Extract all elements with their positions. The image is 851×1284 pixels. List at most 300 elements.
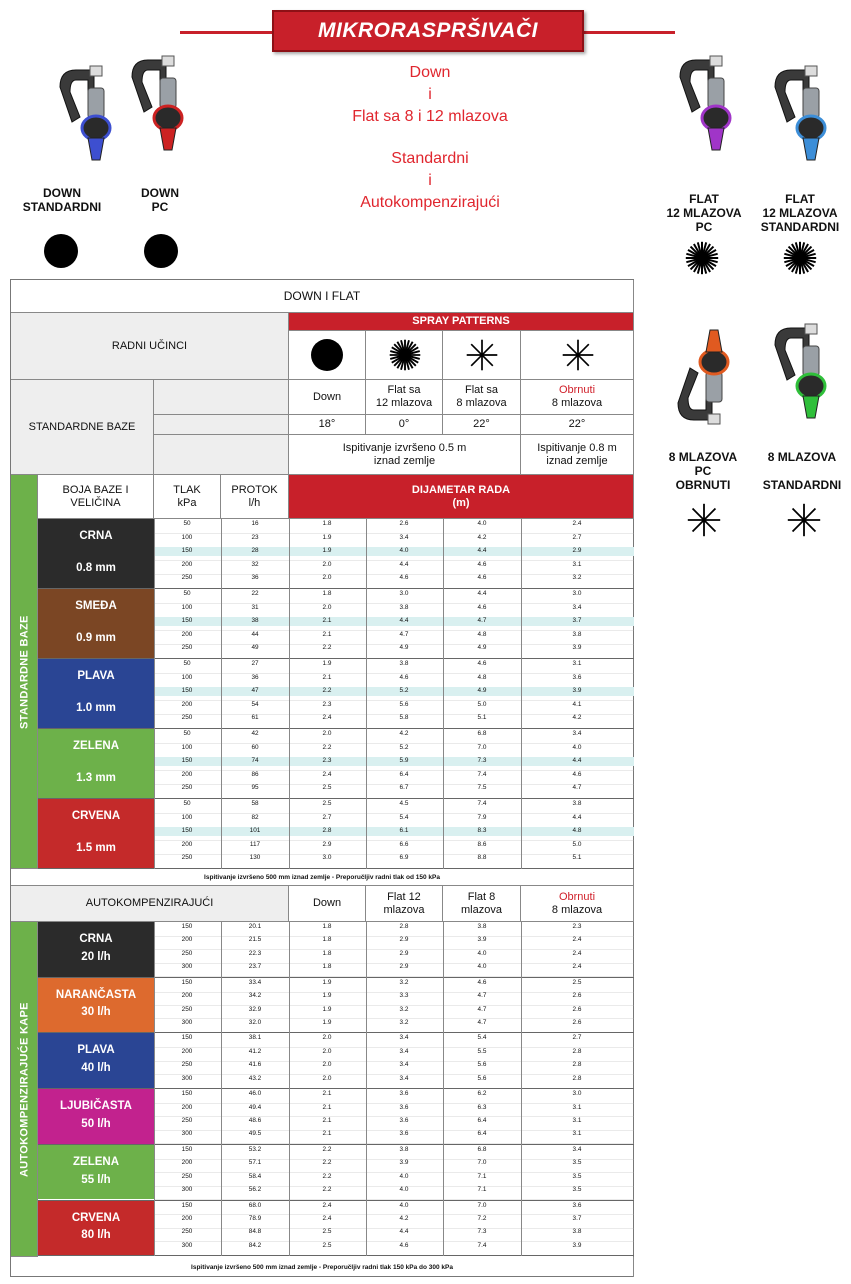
table-value: 46.0 xyxy=(248,1090,262,1098)
table-value: 3.0 xyxy=(572,590,582,597)
col-header: TLAK kPa xyxy=(154,475,221,519)
table-value: 3.4 xyxy=(399,1034,409,1042)
table-value: 2.0 xyxy=(322,730,332,737)
table-value: 50 xyxy=(183,590,191,597)
pattern-angle: 22° xyxy=(521,415,634,435)
table-value: 200 xyxy=(181,1103,193,1111)
table-value: 7.9 xyxy=(477,813,487,821)
table-value: 4.6 xyxy=(399,1241,409,1249)
table-value: 2.1 xyxy=(322,1090,332,1098)
table-value: 4.6 xyxy=(477,560,487,568)
color-size: 0.8 mm xyxy=(76,562,116,574)
table-value: 2.0 xyxy=(322,1061,332,1069)
table-value: 4.9 xyxy=(477,687,487,695)
table-value: 100 xyxy=(181,533,193,541)
table-value: 250 xyxy=(181,1228,193,1236)
table-value: 300 xyxy=(181,963,193,971)
table-value: 2.8 xyxy=(322,827,332,835)
table-value: 2.2 xyxy=(322,743,332,751)
table-value: 2.0 xyxy=(322,1074,332,1082)
table-value: 4.2 xyxy=(477,533,487,541)
col-header: PROTOK l/h xyxy=(221,475,289,519)
product-label: 8 MLAZOVA STANDARDNI xyxy=(762,450,842,492)
table-value: 2.6 xyxy=(399,520,409,527)
table-value: 3.8 xyxy=(572,630,582,638)
table-value: 5.1 xyxy=(572,854,582,862)
table-value: 47 xyxy=(251,687,259,695)
table-value: 300 xyxy=(181,1186,193,1194)
sprinkler-image-2 xyxy=(122,52,192,172)
spray-pattern-dot-icon xyxy=(311,339,343,371)
performance-table xyxy=(10,279,634,1277)
table-value: 56.2 xyxy=(248,1186,262,1194)
table-value: 50 xyxy=(183,730,191,737)
table-value: 1.8 xyxy=(322,963,332,971)
table-value: 54 xyxy=(251,700,259,708)
blank-cell xyxy=(154,380,289,415)
table-value: 82 xyxy=(251,813,259,821)
table-value: 32 xyxy=(251,560,259,568)
table-value: 3.4 xyxy=(399,1074,409,1082)
table-value: 4.9 xyxy=(477,644,487,652)
table-value: 2.4 xyxy=(572,936,582,944)
table-value: 3.9 xyxy=(572,1241,582,1249)
table-value: 2.7 xyxy=(322,813,332,821)
table-value: 7.1 xyxy=(477,1186,487,1194)
table-value: 38.1 xyxy=(248,1034,262,1042)
pc-col-header-sub: 8 mlazova xyxy=(551,903,603,916)
table-value: 2.3 xyxy=(322,700,332,708)
table-value: 100 xyxy=(181,603,193,611)
table-value: 49 xyxy=(251,644,259,652)
table-value: 3.7 xyxy=(572,1214,582,1222)
product-label: DOWN STANDARDNI xyxy=(22,186,102,214)
table-value: 3.1 xyxy=(572,1103,582,1111)
spray-pattern-dot-icon xyxy=(144,234,178,268)
table-value: 2.8 xyxy=(399,923,409,930)
table-value: 3.1 xyxy=(572,560,582,568)
table-value: 2.4 xyxy=(322,1214,332,1222)
table-value: 74 xyxy=(251,757,259,765)
table-value: 250 xyxy=(181,1116,193,1124)
table-value: 21.5 xyxy=(248,936,262,944)
blank-cell xyxy=(154,435,289,475)
table-value: 1.8 xyxy=(322,936,332,944)
table-value: 150 xyxy=(181,547,193,555)
table-value: 6.8 xyxy=(477,1145,487,1153)
table-value: 250 xyxy=(181,714,193,722)
color-name: CRVENA xyxy=(71,1211,121,1224)
table-value: 6.2 xyxy=(477,1090,487,1098)
spray-pattern-star12-icon xyxy=(388,338,422,372)
table-value: 5.2 xyxy=(399,743,409,751)
table-value: 3.6 xyxy=(399,1116,409,1124)
table-value: 2.3 xyxy=(572,923,582,930)
table-value: 2.2 xyxy=(322,1159,332,1167)
pattern-cell xyxy=(366,331,443,380)
pc-col-header: Flat 8 mlazova xyxy=(443,886,521,922)
table-value: 8.8 xyxy=(477,854,487,862)
table-value: 3.9 xyxy=(572,687,582,695)
table-value: 4.7 xyxy=(477,1005,487,1013)
table-value: 6.3 xyxy=(477,1103,487,1111)
table-value: 5.9 xyxy=(399,757,409,765)
table-value: 4.4 xyxy=(477,590,487,597)
table-value: 200 xyxy=(181,630,193,638)
table-value: 4.0 xyxy=(572,743,582,751)
color-name: CRNA xyxy=(79,933,113,945)
table-value: 150 xyxy=(181,1145,193,1153)
pattern-angle: 18° xyxy=(289,415,366,435)
table-value: 7.4 xyxy=(477,800,487,807)
spray-pattern-star8-icon xyxy=(686,502,722,538)
table-value: 1.9 xyxy=(322,547,332,555)
table-value: 250 xyxy=(181,1005,193,1013)
table-value: 27 xyxy=(251,660,259,667)
table-value: 8.3 xyxy=(477,827,487,835)
table-value: 300 xyxy=(181,1018,193,1026)
table-value: 3.9 xyxy=(572,644,582,652)
table-value: 4.7 xyxy=(399,630,409,638)
table-value: 42 xyxy=(251,730,259,737)
table-value: 4.6 xyxy=(399,673,409,681)
table-value: 3.6 xyxy=(399,1090,409,1098)
pc-header: AUTOKOMPENZIRAJUĆI xyxy=(11,886,289,922)
pc-col-header: Down xyxy=(289,886,366,922)
table-value: 6.6 xyxy=(399,840,409,848)
table-value: 6.8 xyxy=(477,730,487,737)
pc-col-header: Flat 12 mlazova xyxy=(366,886,443,922)
table-value: 4.0 xyxy=(477,963,487,971)
table-value: 2.7 xyxy=(572,1034,582,1042)
table-value: 3.2 xyxy=(399,978,409,986)
table-value: 7.2 xyxy=(477,1214,487,1222)
product-label: DOWN PC xyxy=(141,186,179,214)
table-value: 4.8 xyxy=(477,630,487,638)
table-value: 2.5 xyxy=(322,800,332,807)
table-value: 6.7 xyxy=(399,784,409,792)
table-value: 3.3 xyxy=(399,992,409,1000)
color-name: SMEĐA xyxy=(75,600,117,612)
color-size: 30 l/h xyxy=(81,1006,111,1019)
table-value: 200 xyxy=(181,560,193,568)
table-value: 2.1 xyxy=(322,617,332,625)
table-value: 150 xyxy=(181,1201,193,1209)
table-value: 4.0 xyxy=(477,949,487,957)
table-value: 3.5 xyxy=(572,1172,582,1180)
table-value: 2.9 xyxy=(399,963,409,971)
table-value: 200 xyxy=(181,936,193,944)
table-value: 33.4 xyxy=(248,978,262,986)
product-note-types: Down i Flat sa 8 i 12 mlazova xyxy=(352,64,508,125)
table-value: 2.2 xyxy=(322,1172,332,1180)
page-title: MIKRORASPRŠIVAČI xyxy=(272,10,584,52)
pattern-name: Down xyxy=(289,380,366,415)
table-value: 3.4 xyxy=(399,1061,409,1069)
side-label-pc: AUTOKOMPENZIRAJUĆE KAPE xyxy=(18,1002,31,1177)
table-value: 4.2 xyxy=(399,730,409,737)
product-note-variants: Standardni i Autokompenzirajući xyxy=(360,150,500,211)
table-value: 4.6 xyxy=(477,574,487,582)
spray-pattern-star12-icon xyxy=(782,240,818,276)
col-divider xyxy=(521,922,522,1256)
color-name: CRVENA xyxy=(71,810,121,822)
table-value: 3.6 xyxy=(399,1130,409,1138)
sprinkler-image-5 xyxy=(668,308,738,428)
table-value: 38 xyxy=(251,617,259,625)
table-value: 41.2 xyxy=(248,1047,262,1055)
table-value: 100 xyxy=(181,813,193,821)
color-name: NARANČASTA xyxy=(55,988,137,1001)
color-name: LJUBIČASTA xyxy=(60,1100,132,1113)
table-value: 250 xyxy=(181,784,193,792)
table-value: 3.4 xyxy=(399,1047,409,1055)
table-value: 5.1 xyxy=(477,714,487,722)
table-value: 3.8 xyxy=(477,923,487,930)
table-value: 150 xyxy=(181,687,193,695)
table-value: 3.2 xyxy=(572,574,582,582)
table-value: 78.9 xyxy=(248,1214,262,1222)
table-value: 2.1 xyxy=(322,1103,332,1111)
col-header: BOJA BAZE I VELIČINA xyxy=(38,475,154,519)
pattern-name-red: Obrnuti xyxy=(558,384,596,396)
table-value: 2.2 xyxy=(322,644,332,652)
table-value: 36 xyxy=(251,673,259,681)
color-size: 1.0 mm xyxy=(76,702,116,714)
table-value: 4.0 xyxy=(399,1186,409,1194)
table-value: 2.9 xyxy=(399,949,409,957)
col-divider xyxy=(366,922,367,1256)
table-value: 1.9 xyxy=(322,1018,332,1026)
table-value: 4.7 xyxy=(572,784,582,792)
table-value: 2.0 xyxy=(322,1047,332,1055)
table-value: 7.4 xyxy=(477,770,487,778)
table-value: 5.6 xyxy=(477,1061,487,1069)
radni-ucinci-header: RADNI UČINCI xyxy=(11,313,289,380)
sprinkler-image-1 xyxy=(50,62,120,182)
footnote-standard: Ispitivanje izvršeno 500 mm iznad zemlje - Preporučljiv radni tlak od 150 kPa xyxy=(11,869,634,886)
table-value: 250 xyxy=(181,854,193,862)
spray-pattern-star8-icon xyxy=(786,502,822,538)
standardne-baze-header: STANDARDNE BAZE xyxy=(11,380,154,475)
table-value: 200 xyxy=(181,770,193,778)
table-value: 300 xyxy=(181,1241,193,1249)
table-value: 2.1 xyxy=(322,1130,332,1138)
table-value: 3.4 xyxy=(572,603,582,611)
side-label-standard: STANDARDNE BAZE xyxy=(18,615,31,729)
table-value: 23 xyxy=(251,533,259,541)
table-value: 32.0 xyxy=(248,1018,262,1026)
table-value: 68.0 xyxy=(248,1201,262,1209)
col-divider xyxy=(221,519,222,869)
table-value: 7.3 xyxy=(477,757,487,765)
table-value: 3.8 xyxy=(572,800,582,807)
table-value: 2.4 xyxy=(322,714,332,722)
table-value: 4.8 xyxy=(572,827,582,835)
table-value: 5.6 xyxy=(477,1074,487,1082)
table-value: 57.1 xyxy=(248,1159,262,1167)
color-name: PLAVA xyxy=(77,1044,115,1057)
table-value: 31 xyxy=(251,603,259,611)
table-value: 5.5 xyxy=(477,1047,487,1055)
blank-cell xyxy=(154,415,289,435)
table-value: 250 xyxy=(181,1061,193,1069)
table-value: 2.2 xyxy=(322,1186,332,1194)
table-value: 101 xyxy=(249,827,261,835)
table-value: 2.6 xyxy=(572,1005,582,1013)
table-value: 50 xyxy=(183,800,191,807)
table-value: 300 xyxy=(181,1074,193,1082)
table-value: 1.8 xyxy=(322,923,332,930)
product-label: 8 MLAZOVA PC OBRNUTI xyxy=(668,450,738,492)
table-value: 2.3 xyxy=(322,757,332,765)
table-value: 3.4 xyxy=(572,1145,582,1153)
table-value: 2.0 xyxy=(322,560,332,568)
table-value: 5.4 xyxy=(477,1034,487,1042)
table-value: 4.1 xyxy=(572,700,582,708)
table-value: 2.6 xyxy=(572,1018,582,1026)
table-value: 150 xyxy=(181,757,193,765)
table-value: 3.9 xyxy=(399,1159,409,1167)
table-value: 6.1 xyxy=(399,827,409,835)
table-value: 3.6 xyxy=(572,673,582,681)
col-divider xyxy=(521,519,522,869)
table-value: 2.1 xyxy=(322,1116,332,1124)
table-value: 32.9 xyxy=(248,1005,262,1013)
table-value: 22 xyxy=(251,590,259,597)
table-value: 2.8 xyxy=(572,1061,582,1069)
table-value: 2.1 xyxy=(322,673,332,681)
table-value: 60 xyxy=(251,743,259,751)
spray-patterns-header: SPRAY PATTERNS xyxy=(289,313,634,331)
table-value: 150 xyxy=(181,1034,193,1042)
table-value: 250 xyxy=(181,644,193,652)
table-value: 4.6 xyxy=(477,660,487,667)
table-value: 2.0 xyxy=(322,574,332,582)
table-value: 3.8 xyxy=(399,660,409,667)
table-value: 1.9 xyxy=(322,992,332,1000)
table-value: 3.0 xyxy=(399,590,409,597)
table-value: 6.4 xyxy=(477,1116,487,1124)
color-name: CRNA xyxy=(79,530,113,542)
col-header-diameter: DIJAMETAR RADA (m) xyxy=(289,475,634,519)
table-value: 41.6 xyxy=(248,1061,262,1069)
table-value: 3.4 xyxy=(572,730,582,737)
table-value: 1.9 xyxy=(322,533,332,541)
sprinkler-image-4 xyxy=(765,62,835,182)
color-size: 20 l/h xyxy=(81,950,111,963)
table-value: 200 xyxy=(181,1159,193,1167)
table-value: 53.2 xyxy=(248,1145,262,1153)
pattern-name-sub: 8 mlazova xyxy=(551,397,603,409)
table-value: 150 xyxy=(181,827,193,835)
table-value: 3.6 xyxy=(572,1201,582,1209)
table-value: 2.9 xyxy=(322,840,332,848)
table-value: 3.1 xyxy=(572,1116,582,1124)
product-label: FLAT 12 MLAZOVA PC xyxy=(666,192,742,234)
table-value: 1.8 xyxy=(322,520,332,527)
table-value: 4.7 xyxy=(477,617,487,625)
table-value: 7.4 xyxy=(477,1241,487,1249)
table-value: 200 xyxy=(181,992,193,1000)
table-value: 7.5 xyxy=(477,784,487,792)
table-value: 8.6 xyxy=(477,840,487,848)
color-size: 50 l/h xyxy=(81,1117,111,1130)
table-value: 20.1 xyxy=(248,923,262,930)
table-value: 5.4 xyxy=(399,813,409,821)
table-value: 3.2 xyxy=(399,1005,409,1013)
col-divider xyxy=(221,922,222,1256)
pattern-cell xyxy=(443,331,521,380)
table-value: 4.9 xyxy=(399,644,409,652)
pattern-angle: 22° xyxy=(443,415,521,435)
table-value: 4.4 xyxy=(572,813,582,821)
table-value: 3.5 xyxy=(572,1159,582,1167)
spray-pattern-star8-icon xyxy=(561,338,595,372)
sprinkler-image-6 xyxy=(765,320,835,440)
table-value: 36 xyxy=(251,574,259,582)
test-note: Ispitivanje 0.8 m iznad zemlje xyxy=(521,435,634,475)
table-value: 200 xyxy=(181,700,193,708)
table-value: 4.0 xyxy=(399,1201,409,1209)
table-value: 100 xyxy=(181,673,193,681)
table-value: 4.5 xyxy=(399,800,409,807)
pc-col-header-red: Obrnuti xyxy=(558,890,596,903)
table-value: 4.4 xyxy=(399,617,409,625)
table-value: 4.7 xyxy=(477,1018,487,1026)
table-value: 7.3 xyxy=(477,1228,487,1236)
table-value: 44 xyxy=(251,630,259,638)
table-value: 3.8 xyxy=(399,603,409,611)
table-value: 3.4 xyxy=(399,533,409,541)
table-value: 2.5 xyxy=(322,1241,332,1249)
table-value: 61 xyxy=(251,714,259,722)
table-value: 6.4 xyxy=(477,1130,487,1138)
table-value: 2.8 xyxy=(572,1074,582,1082)
table-value: 48.6 xyxy=(248,1116,262,1124)
color-name: ZELENA xyxy=(73,1155,119,1168)
table-value: 2.9 xyxy=(399,936,409,944)
color-name: ZELENA xyxy=(73,740,119,752)
table-value: 2.2 xyxy=(322,1145,332,1153)
table-value: 1.8 xyxy=(322,590,332,597)
color-size: 80 l/h xyxy=(81,1229,111,1242)
table-value: 250 xyxy=(181,1172,193,1180)
table-value: 150 xyxy=(181,617,193,625)
table-value: 7.0 xyxy=(477,1159,487,1167)
spray-pattern-star8-icon xyxy=(465,338,499,372)
col-divider xyxy=(154,922,155,1256)
table-value: 4.4 xyxy=(399,1228,409,1236)
table-value: 5.6 xyxy=(399,700,409,708)
sprinkler-image-3 xyxy=(670,52,740,172)
table-value: 300 xyxy=(181,1130,193,1138)
pattern-cell xyxy=(289,331,366,380)
table-value: 58.4 xyxy=(248,1172,262,1180)
table-value: 4.0 xyxy=(477,520,487,527)
col-divider xyxy=(154,519,155,869)
table-value: 84.2 xyxy=(248,1241,262,1249)
pattern-cell xyxy=(521,331,634,380)
table-value: 86 xyxy=(251,770,259,778)
table-value: 3.0 xyxy=(572,1090,582,1098)
table-value: 16 xyxy=(251,520,259,527)
col-divider xyxy=(289,519,290,869)
table-value: 3.1 xyxy=(572,660,582,667)
table-value: 2.5 xyxy=(322,784,332,792)
table-value: 2.6 xyxy=(572,992,582,1000)
table-value: 7.0 xyxy=(477,1201,487,1209)
